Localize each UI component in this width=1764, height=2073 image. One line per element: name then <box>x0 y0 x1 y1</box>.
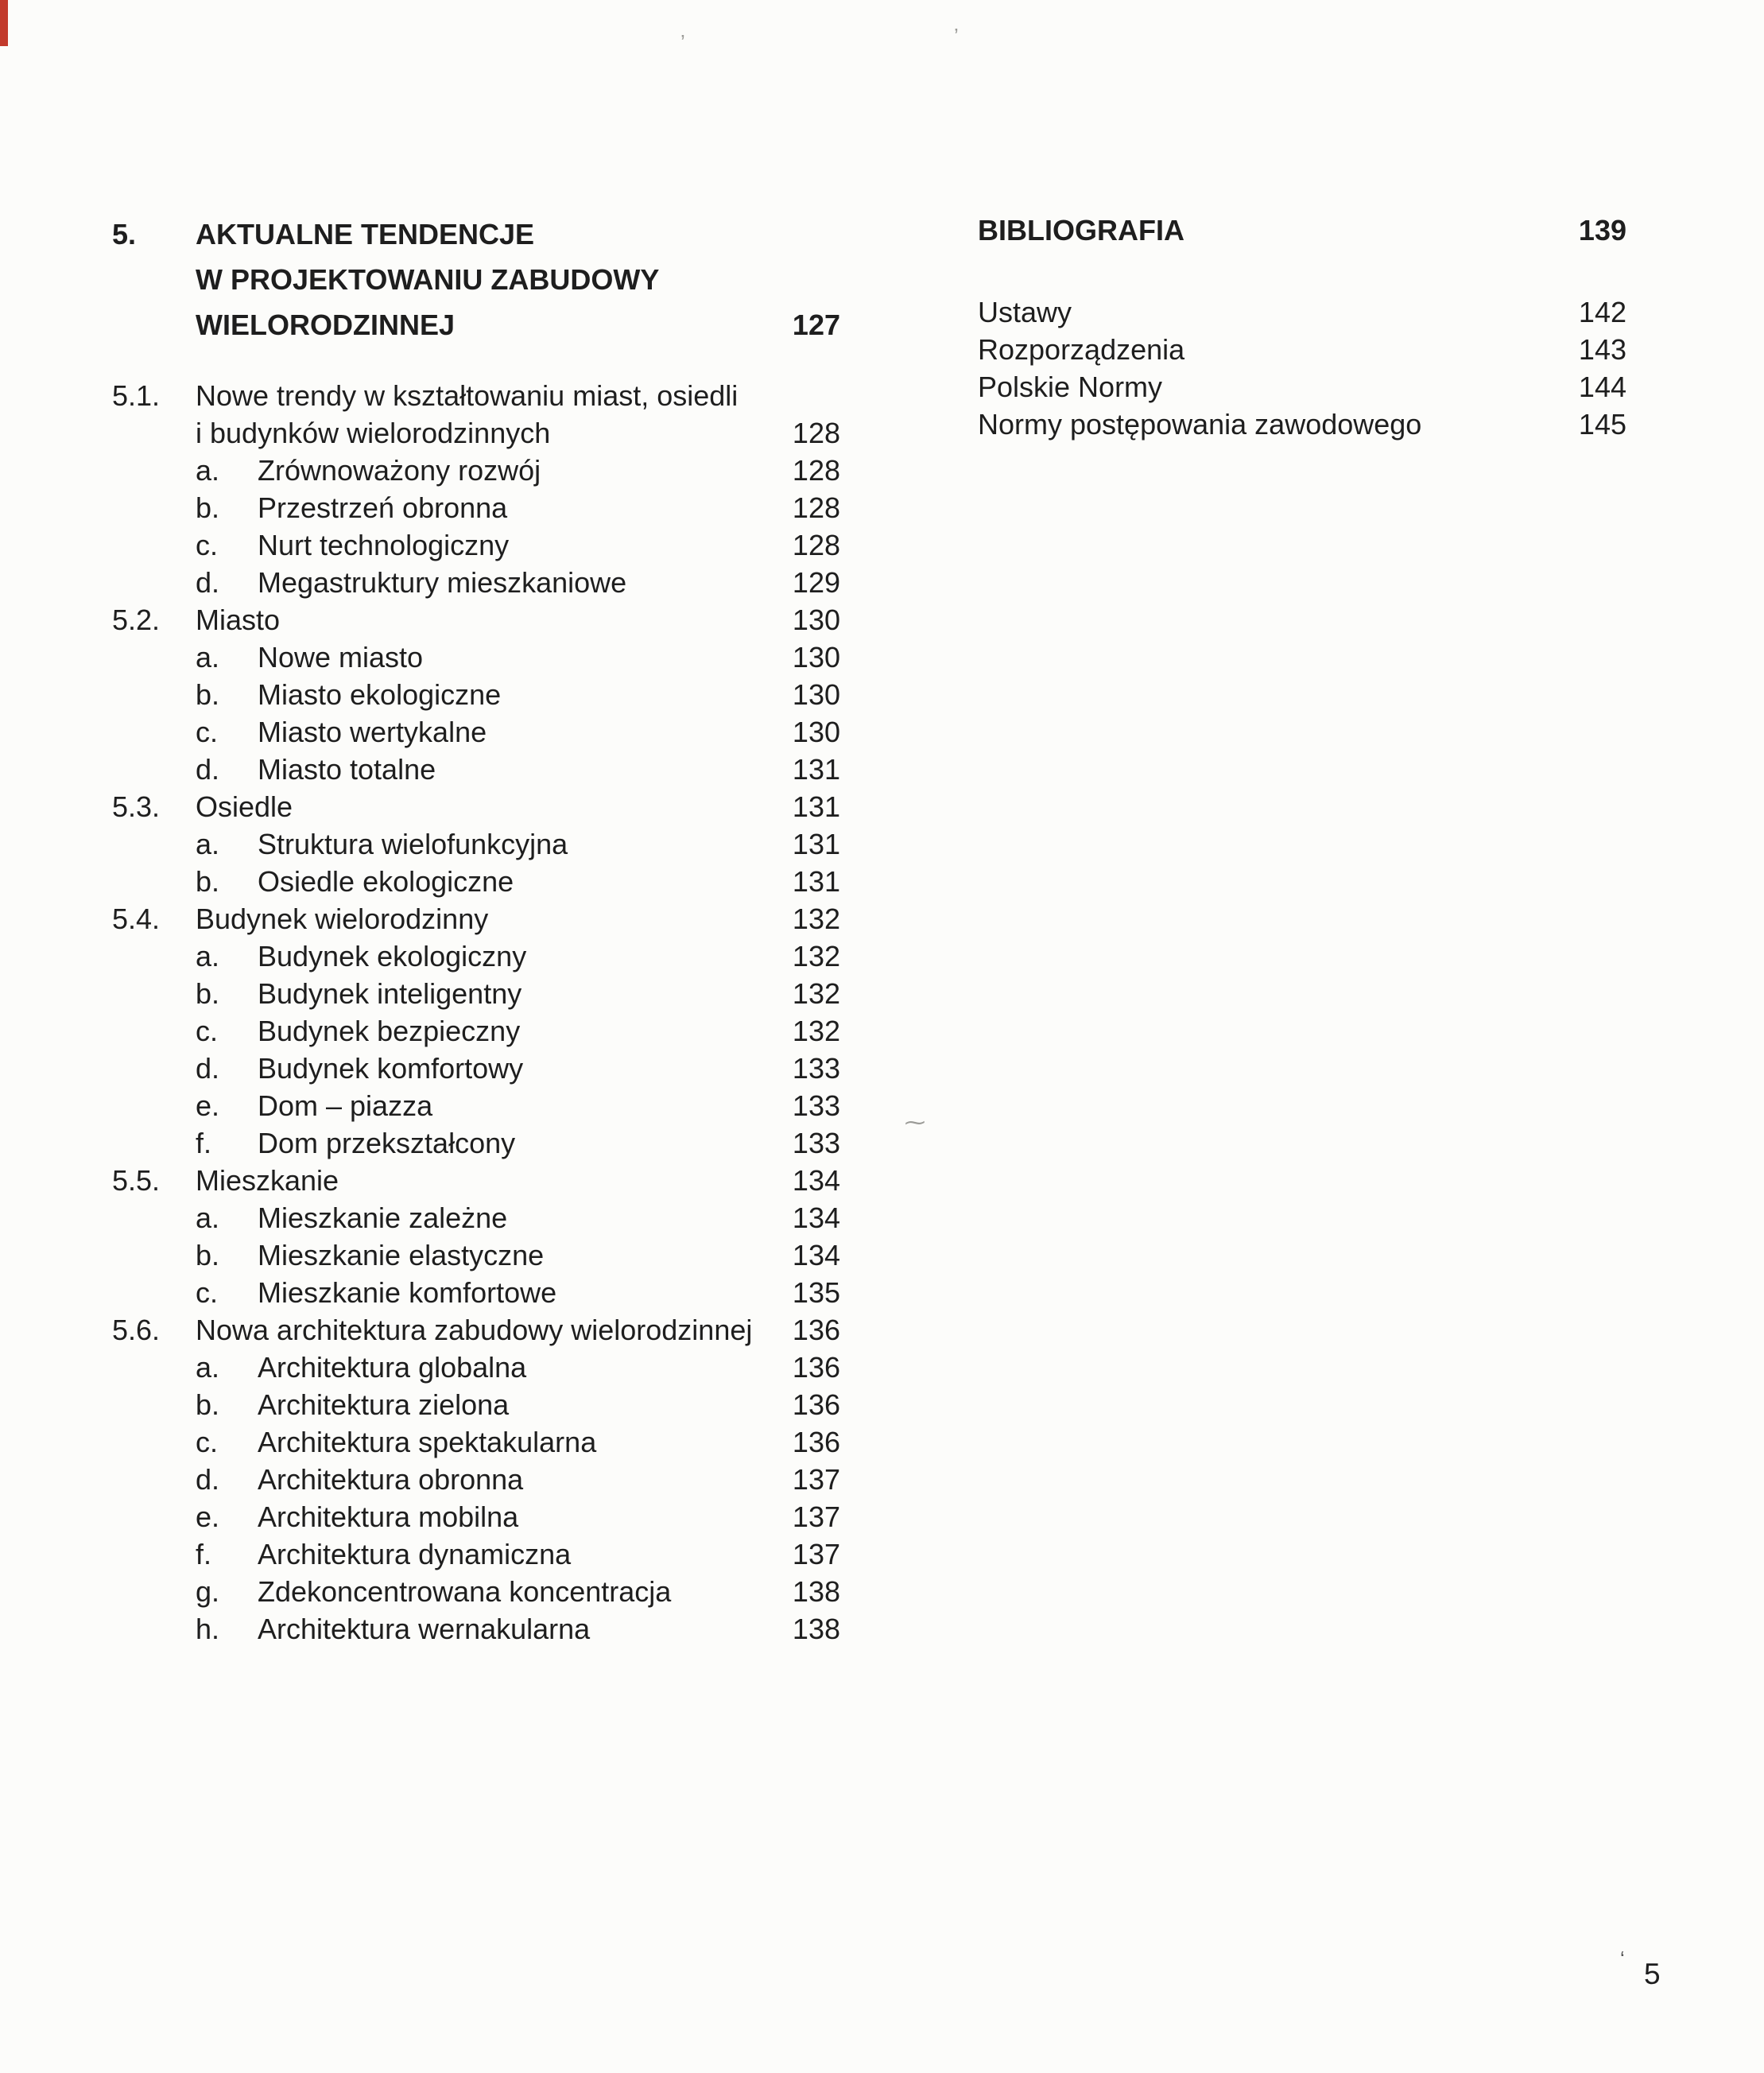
toc-left-column <box>112 212 840 1648</box>
toc-subitem-row <box>112 1050 840 1087</box>
entry-number: 5.3. <box>112 790 161 823</box>
entry-title-line: Architektura dynamiczna <box>258 1538 572 1570</box>
entry-title-line: Dom – piazza <box>258 1089 433 1122</box>
entry-title <box>258 1124 765 1162</box>
entry-page-number: 138 <box>792 1613 840 1645</box>
bibliography-entry-row <box>978 368 1626 406</box>
entry-page-number: 137 <box>792 1538 840 1570</box>
entry-page-number: 136 <box>792 1426 840 1458</box>
entry-title <box>258 526 765 564</box>
entry-page-number: 132 <box>792 940 840 972</box>
entry-title <box>196 1311 765 1349</box>
scan-speck: ’ <box>680 30 685 54</box>
entry-title-line: Budynek bezpieczny <box>258 1015 521 1047</box>
entry-title <box>258 1461 765 1498</box>
entry-title <box>196 601 765 639</box>
entry-title-line: Budynek komfortowy <box>258 1052 524 1085</box>
entry-title-line: Architektura zielona <box>258 1388 510 1421</box>
entry-page-number: 135 <box>792 1276 840 1309</box>
entry-letter: b. <box>196 1388 220 1421</box>
entry-title <box>196 377 765 452</box>
entry-title <box>196 1162 765 1199</box>
entry-title <box>258 751 765 788</box>
entry-page-number: 130 <box>792 716 840 748</box>
toc-subitem-row <box>112 1236 840 1274</box>
entry-page-number: 133 <box>792 1127 840 1159</box>
toc-section-row <box>112 788 840 825</box>
entry-letter: f. <box>196 1538 212 1570</box>
toc-subitem-row <box>112 489 840 526</box>
entry-page-number: 136 <box>792 1388 840 1421</box>
entry-title <box>258 713 765 751</box>
toc-subitem-row <box>112 1349 840 1386</box>
entry-page-number: 130 <box>792 641 840 674</box>
chapter-page-number: 127 <box>792 309 840 341</box>
entry-title <box>196 900 765 938</box>
entry-page-number: 130 <box>792 604 840 636</box>
toc-subitem-row <box>112 452 840 489</box>
entry-number: 5.4. <box>112 903 161 935</box>
toc-subitem-row <box>112 713 840 751</box>
entry-title-line: Zrównoważony rozwój <box>258 454 541 487</box>
toc-subitem-row <box>112 1199 840 1236</box>
entry-title <box>258 1199 765 1236</box>
toc-section-row <box>112 377 840 452</box>
entry-page-number: 131 <box>792 828 840 860</box>
chapter-title <box>196 212 765 347</box>
entry-title <box>258 452 765 489</box>
toc-subitem-row <box>112 1498 840 1535</box>
entry-letter: d. <box>196 566 220 599</box>
toc-subitem-row <box>112 1274 840 1311</box>
entry-letter: a. <box>196 828 220 860</box>
entry-letter: a. <box>196 940 220 972</box>
entry-page-number: 128 <box>792 454 840 487</box>
entry-title-line: Budynek wielorodzinny <box>196 903 489 935</box>
bibliography-entry-row <box>978 293 1626 331</box>
entry-page-number: 129 <box>792 566 840 599</box>
entry-letter: c. <box>196 529 219 561</box>
entry-letter: c. <box>196 716 219 748</box>
entry-title-line: Mieszkanie zależne <box>258 1201 508 1234</box>
entry-letter: c. <box>196 1426 219 1458</box>
entry-page-number: 137 <box>792 1500 840 1533</box>
entry-page-number: 131 <box>792 790 840 823</box>
toc-subitem-row <box>112 863 840 900</box>
entry-letter: e. <box>196 1089 220 1122</box>
entry-page-number: 145 <box>1578 408 1626 441</box>
entry-title-line: Struktura wielofunkcyjna <box>258 828 568 860</box>
entry-letter: c. <box>196 1015 219 1047</box>
toc-right-column <box>978 212 1626 443</box>
entry-title-line: Miasto <box>196 604 281 636</box>
toc-chapter-row <box>112 212 840 347</box>
entry-title <box>258 938 765 975</box>
entry-title <box>258 1573 765 1610</box>
entry-page-number: 136 <box>792 1314 840 1346</box>
entry-page-number: 134 <box>792 1201 840 1234</box>
entry-letter: a. <box>196 454 220 487</box>
entry-title-line: Miasto wertykalne <box>258 716 487 748</box>
chapter-title-line: WIELORODZINNEJ <box>196 309 456 341</box>
toc-subitem-row <box>112 1610 840 1648</box>
entry-title-line: Osiedle ekologiczne <box>258 865 514 898</box>
chapter-number: 5. <box>112 218 137 250</box>
entry-page-number: 136 <box>792 1351 840 1384</box>
entry-letter: h. <box>196 1613 220 1645</box>
toc-subitem-row <box>112 1573 840 1610</box>
entry-letter: b. <box>196 977 220 1010</box>
entry-letter: g. <box>196 1575 220 1608</box>
entry-title-line: Nowe trendy w kształtowaniu miast, osiedli <box>196 379 739 412</box>
entry-title <box>258 1423 765 1461</box>
entry-title <box>258 1386 765 1423</box>
entry-title-line: Dom przekształcony <box>258 1127 516 1159</box>
entry-title <box>258 676 765 713</box>
bibliography-heading-row <box>978 212 1626 249</box>
entry-title <box>258 825 765 863</box>
entry-number: 5.2. <box>112 604 161 636</box>
entry-page-number: 131 <box>792 865 840 898</box>
entry-page-number: 134 <box>792 1164 840 1197</box>
entry-page-number: 134 <box>792 1239 840 1271</box>
entry-title-line: Budynek ekologiczny <box>258 940 527 972</box>
bibliography-entries <box>978 293 1626 443</box>
entry-title <box>258 1498 765 1535</box>
entry-title-line: Zdekoncentrowana koncentracja <box>258 1575 672 1608</box>
entry-title <box>258 489 765 526</box>
entry-page-number: 133 <box>792 1089 840 1122</box>
entry-title-line: Osiedle <box>196 790 293 823</box>
entry-title <box>258 1012 765 1050</box>
entry-page-number: 131 <box>792 753 840 786</box>
toc-subitem-row <box>112 1386 840 1423</box>
entry-letter: b. <box>196 491 220 524</box>
entry-page-number: 132 <box>792 977 840 1010</box>
entry-title <box>258 1236 765 1274</box>
entry-title-line: Miasto ekologiczne <box>258 678 502 711</box>
entry-page-number: 142 <box>1578 296 1626 328</box>
entry-title: Rozporządzenia <box>978 333 1185 366</box>
toc-subitem-row <box>112 639 840 676</box>
entry-title <box>258 564 765 601</box>
chapter-title-line: W PROJEKTOWANIU ZABUDOWY <box>196 263 660 296</box>
entry-number: 5.1. <box>112 379 161 412</box>
bibliography-entry-row <box>978 406 1626 443</box>
entry-title-line: Mieszkanie <box>196 1164 339 1197</box>
toc-subitem-row <box>112 938 840 975</box>
toc-subitem-row <box>112 975 840 1012</box>
entry-page-number: 133 <box>792 1052 840 1085</box>
entry-title <box>258 1274 765 1311</box>
entry-page-number: 132 <box>792 903 840 935</box>
entry-title-line: Miasto totalne <box>258 753 436 786</box>
entry-title-line: Mieszkanie komfortowe <box>258 1276 557 1309</box>
entry-letter: d. <box>196 1052 220 1085</box>
entry-title <box>258 1349 765 1386</box>
entry-number: 5.6. <box>112 1314 161 1346</box>
entry-page-number: 144 <box>1578 371 1626 403</box>
toc-subitem-row <box>112 1423 840 1461</box>
scan-speck: ⁓ <box>905 1110 925 1134</box>
toc-subitem-row <box>112 1535 840 1573</box>
toc-subitem-row <box>112 1461 840 1498</box>
toc-section-row <box>112 601 840 639</box>
entry-letter: e. <box>196 1500 220 1533</box>
entry-letter: d. <box>196 1463 220 1496</box>
entry-title <box>258 975 765 1012</box>
toc-subitem-row <box>112 825 840 863</box>
entry-page-number: 128 <box>792 417 840 449</box>
entry-title-line: Nurt technologiczny <box>258 529 510 561</box>
entry-title-line: Architektura wernakularna <box>258 1613 591 1645</box>
entry-title-line: Nowa architektura zabudowy wielorodzinnej <box>196 1314 753 1346</box>
entry-letter: a. <box>196 1351 220 1384</box>
entry-title <box>258 1087 765 1124</box>
entry-letter: b. <box>196 1239 220 1271</box>
toc-subitem-row <box>112 526 840 564</box>
entry-page-number: 138 <box>792 1575 840 1608</box>
entry-title-line: Mieszkanie elastyczne <box>258 1239 545 1271</box>
scan-artifact-red <box>0 0 8 46</box>
toc-section-row <box>112 900 840 938</box>
toc-section-row <box>112 1162 840 1199</box>
scan-speck: ’ <box>954 24 959 48</box>
entry-title-line: Megastruktury mieszkaniowe <box>258 566 627 599</box>
entry-title-line: Nowe miasto <box>258 641 424 674</box>
entry-title: Ustawy <box>978 296 1072 328</box>
entry-title-line: Budynek inteligentny <box>258 977 522 1010</box>
entry-letter: a. <box>196 1201 220 1234</box>
toc-entries <box>112 377 840 1648</box>
entry-title <box>258 863 765 900</box>
page-number: 5 <box>1644 1958 1661 1990</box>
entry-title <box>258 639 765 676</box>
entry-letter: b. <box>196 865 220 898</box>
toc-subitem-row <box>112 751 840 788</box>
entry-letter: b. <box>196 678 220 711</box>
entry-title-line: Architektura globalna <box>258 1351 527 1384</box>
entry-page-number: 128 <box>792 491 840 524</box>
toc-subitem-row <box>112 1012 840 1050</box>
entry-page-number: 130 <box>792 678 840 711</box>
chapter-title-line: AKTUALNE TENDENCJE <box>196 218 535 250</box>
entry-page-number: 137 <box>792 1463 840 1496</box>
entry-title-line: Przestrzeń obronna <box>258 491 508 524</box>
entry-title <box>196 788 765 825</box>
entry-letter: c. <box>196 1276 219 1309</box>
entry-title-line: i budynków wielorodzinnych <box>196 417 551 449</box>
entry-title-line: Architektura spektakularna <box>258 1426 597 1458</box>
entry-title-line: Architektura obronna <box>258 1463 524 1496</box>
entry-letter: f. <box>196 1127 212 1159</box>
entry-page-number: 143 <box>1578 333 1626 366</box>
entry-title <box>258 1610 765 1648</box>
entry-page-number: 132 <box>792 1015 840 1047</box>
toc-section-row <box>112 1311 840 1349</box>
scan-speck: ‘ <box>1620 1947 1625 1970</box>
entry-number: 5.5. <box>112 1164 161 1197</box>
toc-subitem-row <box>112 1087 840 1124</box>
entry-letter: a. <box>196 641 220 674</box>
entry-title: Polskie Normy <box>978 371 1163 403</box>
toc-subitem-row <box>112 676 840 713</box>
entry-title-line: Architektura mobilna <box>258 1500 519 1533</box>
bibliography-entry-row <box>978 331 1626 368</box>
bibliography-page-number: 139 <box>1578 214 1626 247</box>
toc-subitem-row <box>112 564 840 601</box>
entry-title <box>258 1535 765 1573</box>
bibliography-heading: BIBLIOGRAFIA <box>978 214 1184 247</box>
entry-letter: d. <box>196 753 220 786</box>
toc-subitem-row <box>112 1124 840 1162</box>
entry-title <box>258 1050 765 1087</box>
entry-page-number: 128 <box>792 529 840 561</box>
entry-title: Normy postępowania zawodowego <box>978 408 1422 441</box>
